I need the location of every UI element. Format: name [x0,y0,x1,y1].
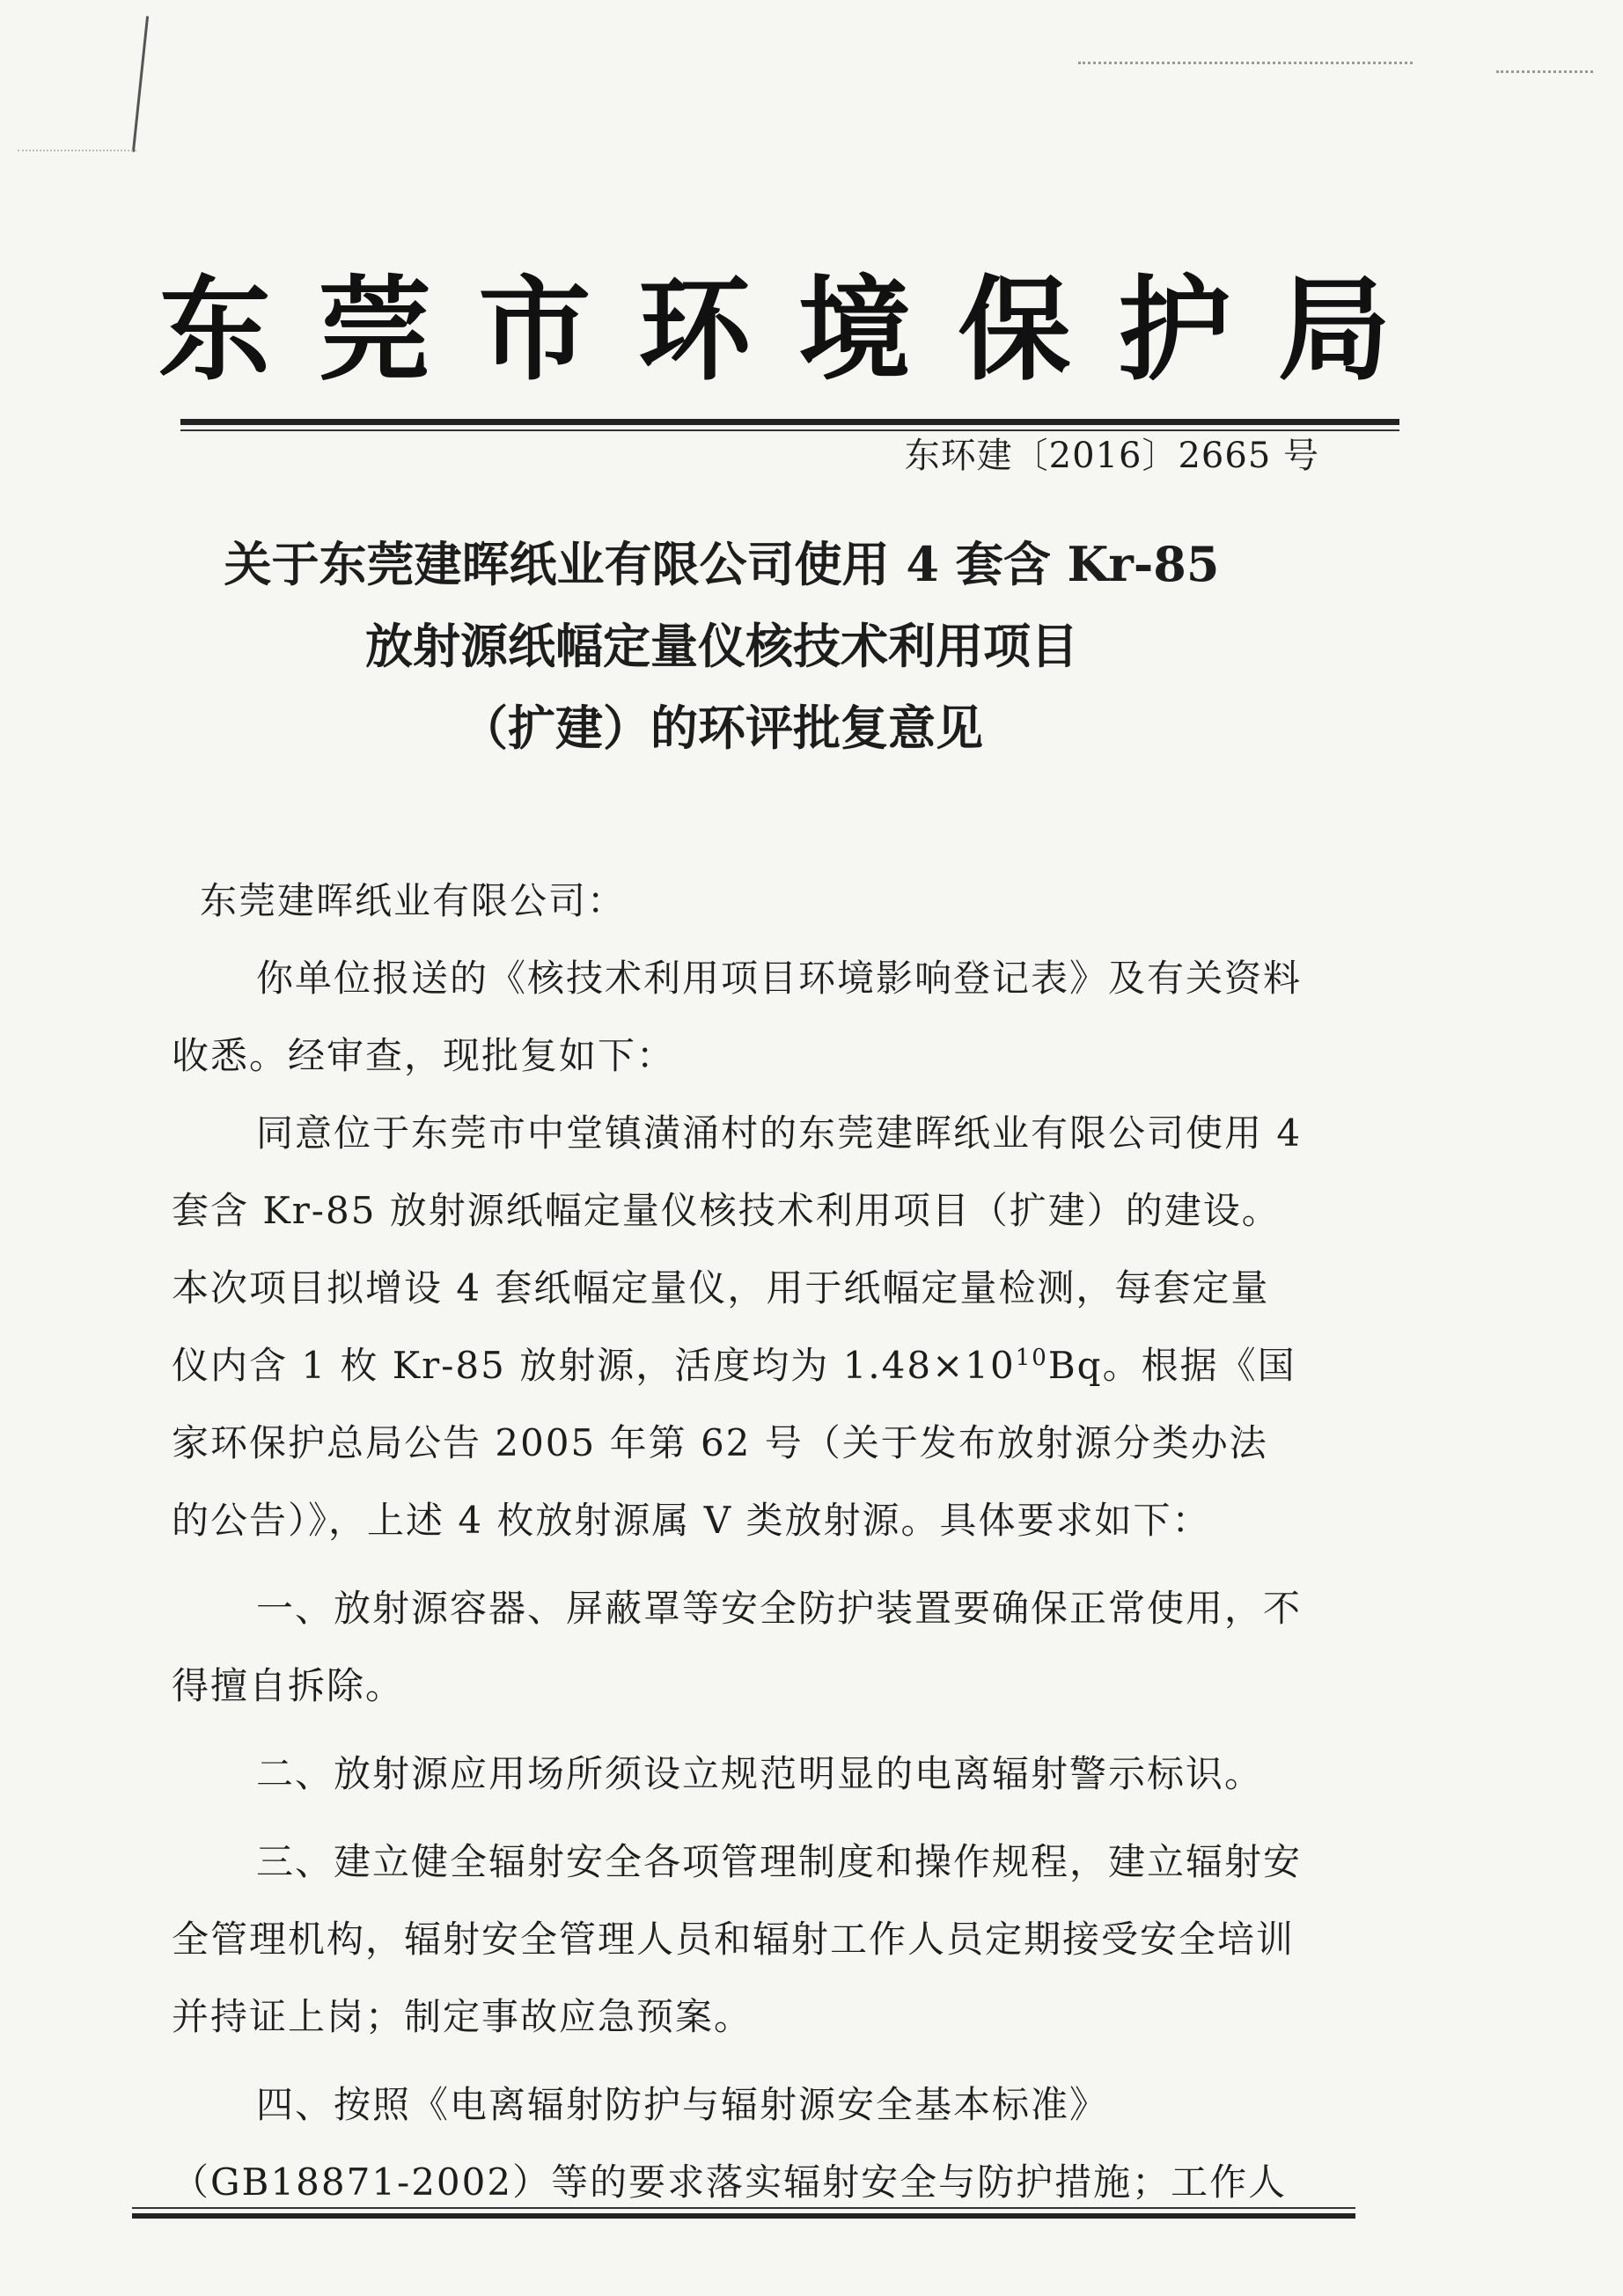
requirement-item: 一、放射源容器、屏蔽罩等安全防护装置要确保正常使用，不得擅自拆除。 [172,1587,1303,1707]
agency-char: 市 [478,264,591,396]
paragraph-text: Bq。根据《国家环保护总局公告 2005 年第 62 号（关于发布放射源分类办法的公告）》，上述 4 枚放射源属 V 类放射源。具体要求如下： [172,1344,1296,1542]
agency-char: 境 [797,264,911,396]
document-body [172,862,1303,2221]
requirement-item: 四、按照《电离辐射防护与辐射源安全基本标准》（GB18871-2002）等的要求落实辐射安全与防护措施；工作人 [172,2083,1288,2204]
subject-line: （扩建）的环评批复意见 [460,700,983,756]
document-subject [132,524,1311,769]
agency-char: 环 [638,264,752,396]
agency-char: 东 [158,264,272,396]
paragraph: 你单位报送的《核技术利用项目环境影响登记表》及有关资料收悉。经审查，现批复如下： [172,957,1303,1077]
paragraph [172,1095,1303,1559]
subject-line: 放射源纸幅定量仪核技术利用项目 [365,618,1078,674]
document-number: 东环建〔2016〕2665 号 [904,436,1319,476]
salutation: 东莞建晖纸业有限公司： [200,879,627,922]
scan-artifact-dots [1496,70,1593,75]
agency-char: 保 [958,264,1071,396]
exponent: 10 [1015,1345,1048,1371]
agency-char: 护 [1118,264,1231,396]
scan-artifact-dots [1078,62,1413,66]
agency-char: 局 [1277,264,1391,396]
footer-divider [132,2207,1355,2219]
requirement-item: 三、建立健全辐射安全各项管理制度和操作规程，建立辐射安全管理机构，辐射安全管理人员和辐射工作人员定期接受安全培训并持证上岗；制定事故应急预案。 [172,1840,1303,2038]
requirement-item: 二、放射源应用场所须设立规范明显的电离辐射警示标识。 [256,1752,1264,1795]
scan-artifact-dots [18,150,136,153]
scan-artifact-line [132,16,149,151]
paragraph-text: 同意位于东莞市中堂镇潢涌村的东莞建晖纸业有限公司使用 4 套含 Kr-85 放射源纸幅定量仪核技术利用项目（扩建）的建设。本次项目拟增设 4 套纸幅定量仪，用于纸幅定量检测，每套定量仪内含 1 枚 Kr-85 放射源，活度均为 1.48×10 [172,1111,1303,1387]
subject-line: 关于东莞建晖纸业有限公司使用 4 套含 Kr-85 [224,536,1220,592]
agency-title [158,264,1391,396]
agency-char: 莞 [318,264,431,396]
